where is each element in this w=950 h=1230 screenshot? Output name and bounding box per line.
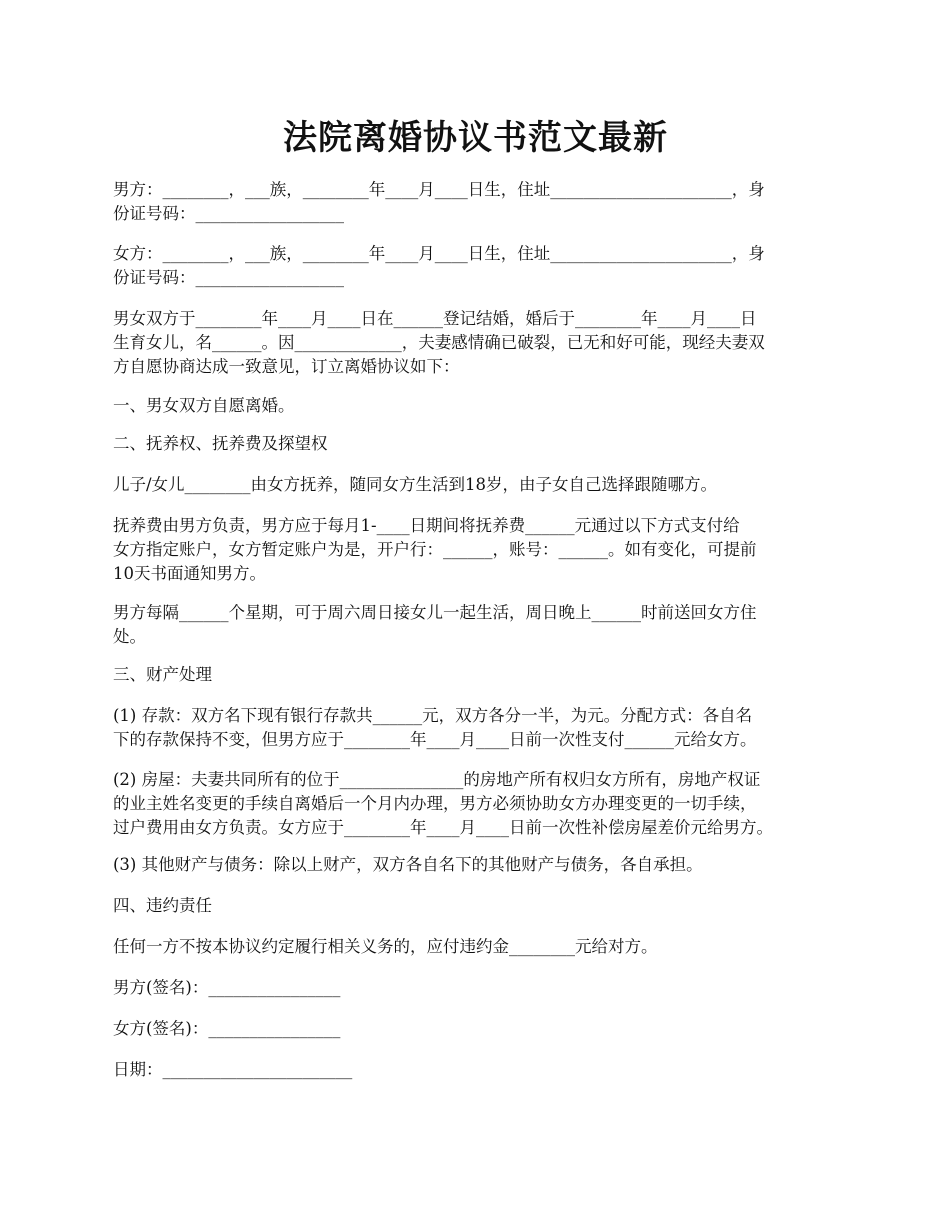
text-line: 10天书面通知男方。 bbox=[113, 564, 266, 583]
text-line: 生育女儿，名______。因_____________，夫妻感情确已破裂，已无和好可能，现经夫妻双 bbox=[113, 333, 765, 352]
text-line: 女方指定账户，女方暂定账户为是，开户行：______，账号：______。如有变化，可提前 bbox=[113, 540, 757, 559]
text-line: 三、财产处理 bbox=[113, 665, 212, 684]
husband-info-paragraph bbox=[113, 178, 838, 226]
text-line: 的业主姓名变更的手续自离婚后一个月内办理，男方必须协助女方办理变更的一切手续， bbox=[113, 794, 757, 813]
text-line: 儿子/女儿________由女方抚养，随同女方生活到18岁，由子女自己选择跟随哪方。 bbox=[113, 475, 718, 494]
visitation-paragraph bbox=[113, 601, 838, 649]
section-1-paragraph bbox=[113, 394, 838, 418]
penalty-paragraph bbox=[113, 935, 838, 959]
text-line: 女方(签名)：________________ bbox=[113, 1019, 341, 1038]
text-line: 份证号码：__________________ bbox=[113, 204, 344, 223]
text-line: 处。 bbox=[113, 627, 146, 646]
text-line: 男方每隔______个星期，可于周六周日接女儿一起生活，周日晚上______时前送回女方住 bbox=[113, 603, 757, 622]
custody-paragraph bbox=[113, 473, 838, 497]
text-line: 份证号码：__________________ bbox=[113, 268, 344, 287]
text-line: (3) 其他财产与债务：除以上财产，双方各自名下的其他财产与债务，各自承担。 bbox=[113, 855, 703, 874]
text-line: 下的存款保持不变，但男方应于________年____月____日前一次性支付______元给女方。 bbox=[113, 730, 757, 749]
husband-signature-line bbox=[113, 976, 838, 1000]
text-line: 一、男女双方自愿离婚。 bbox=[113, 396, 295, 415]
text-line: 日期：_______________________ bbox=[113, 1060, 353, 1079]
text-line: 任何一方不按本协议约定履行相关义务的，应付违约金________元给对方。 bbox=[113, 937, 658, 956]
other-property-paragraph bbox=[113, 853, 838, 877]
section-3-heading bbox=[113, 663, 838, 687]
section-2-heading bbox=[113, 432, 838, 456]
text-line: (1) 存款：双方名下现有银行存款共______元，双方各分一半，为元。分配方式：各自名 bbox=[113, 706, 753, 725]
text-line: 四、违约责任 bbox=[113, 896, 212, 915]
text-line: 男女双方于________年____月____日在______登记结婚，婚后于________年____月____日 bbox=[113, 309, 757, 328]
text-line: 抚养费由男方负责，男方应于每月1-____日期间将抚养费______元通过以下方式支付给 bbox=[113, 516, 740, 535]
text-line: 男方：________，___族，________年____月____日生，住址______________________，身 bbox=[113, 180, 765, 199]
date-line bbox=[113, 1058, 838, 1082]
house-paragraph bbox=[113, 768, 838, 840]
text-line: (2) 房屋：夫妻共同所有的位于_______________的房地产所有权归女方所有，房地产权证 bbox=[113, 770, 761, 789]
wife-info-paragraph bbox=[113, 242, 838, 290]
document-title: 法院离婚协议书范文最新 bbox=[283, 118, 668, 158]
savings-paragraph bbox=[113, 704, 838, 752]
section-4-heading bbox=[113, 894, 838, 918]
text-line: 过户费用由女方负责。女方应于________年____月____日前一次性补偿房屋差价元给男方。 bbox=[113, 818, 773, 837]
text-line: 女方：________，___族，________年____月____日生，住址______________________，身 bbox=[113, 244, 765, 263]
text-line: 男方(签名)：________________ bbox=[113, 978, 341, 997]
marriage-background-paragraph bbox=[113, 307, 838, 379]
text-line: 二、抚养权、抚养费及探望权 bbox=[113, 434, 328, 453]
child-support-paragraph bbox=[113, 514, 838, 586]
wife-signature-line bbox=[113, 1017, 838, 1041]
text-line: 方自愿协商达成一致意见，订立离婚协议如下： bbox=[113, 357, 460, 376]
